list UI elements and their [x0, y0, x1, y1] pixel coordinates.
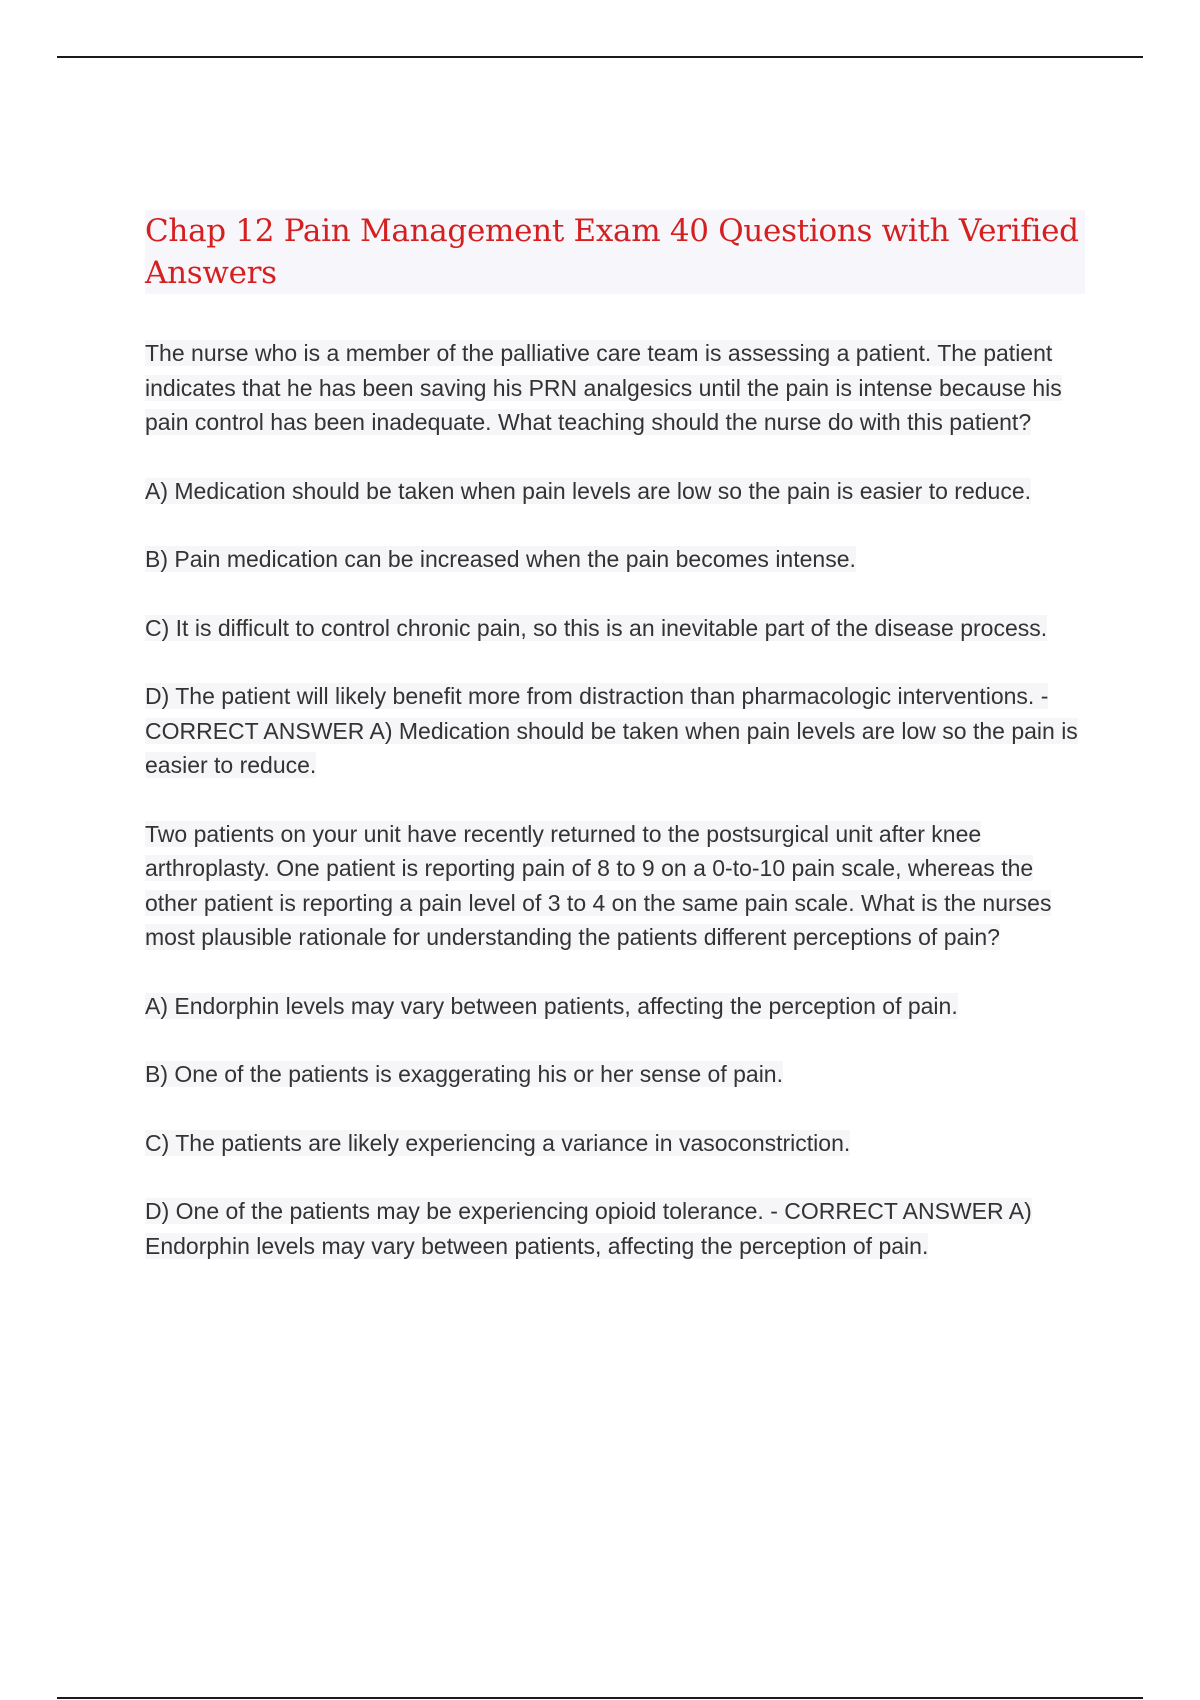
question-1-option-d-answer-text: D) The patient will likely benefit more from distraction than pharmacologic interventions. - CORRECT ANSWER A) Medication should be taken when pain levels are low so the pain is easier to reduce.: [145, 683, 1078, 778]
question-1-option-a: [145, 474, 1085, 509]
question-1-option-d-answer: [145, 679, 1085, 783]
question-2-option-b-text: B) One of the patients is exaggerating his or her sense of pain.: [145, 1061, 783, 1087]
question-2-option-d-answer-text: D) One of the patients may be experiencing opioid tolerance. - CORRECT ANSWER A) Endorphin levels may vary between patients, affecting the perception of pain.: [145, 1198, 1032, 1259]
question-1-option-a-text: A) Medication should be taken when pain levels are low so the pain is easier to reduce.: [145, 477, 1032, 504]
question-1-option-c: [145, 611, 1085, 646]
bottom-rule: [57, 1697, 1143, 1699]
document-title: Chap 12 Pain Management Exam 40 Questions with Verified Answers: [145, 210, 1085, 294]
question-2-option-d-answer: [145, 1194, 1085, 1263]
question-2-stem: [145, 817, 1085, 955]
top-rule: [57, 56, 1143, 58]
question-1-stem-text: The nurse who is a member of the palliative care team is assessing a patient. The patient indicates that he has been saving his PRN analgesics until the pain is intense because his pain control has been inadequate. What teaching should the nurse do with this patient?: [145, 340, 1062, 435]
question-2-option-a: [145, 989, 1085, 1024]
question-2-option-c-text: C) The patients are likely experiencing a variance in vasoconstriction.: [145, 1129, 851, 1156]
question-2-stem-text: Two patients on your unit have recently returned to the postsurgical unit after knee arthroplasty. One patient is reporting pain of 8 to 9 on a 0-to-10 pain scale, whereas the other patient is reporting a pain level of 3 to 4 on the same pain scale. What is the nurses most plausible rationale for understanding the patients different perceptions of pain?: [145, 820, 1052, 950]
question-2-option-a-text: A) Endorphin levels may vary between patients, affecting the perception of pain.: [145, 992, 958, 1019]
question-1-option-c-text: C) It is difficult to control chronic pain, so this is an inevitable part of the disease process.: [145, 614, 1048, 641]
document-body: [145, 210, 1085, 1297]
question-2-option-b: [145, 1057, 1085, 1092]
question-1-option-b-text: B) Pain medication can be increased when the pain becomes intense.: [145, 546, 856, 572]
question-1-option-b: [145, 542, 1085, 577]
question-2-option-c: [145, 1126, 1085, 1161]
question-1-stem: [145, 336, 1085, 440]
